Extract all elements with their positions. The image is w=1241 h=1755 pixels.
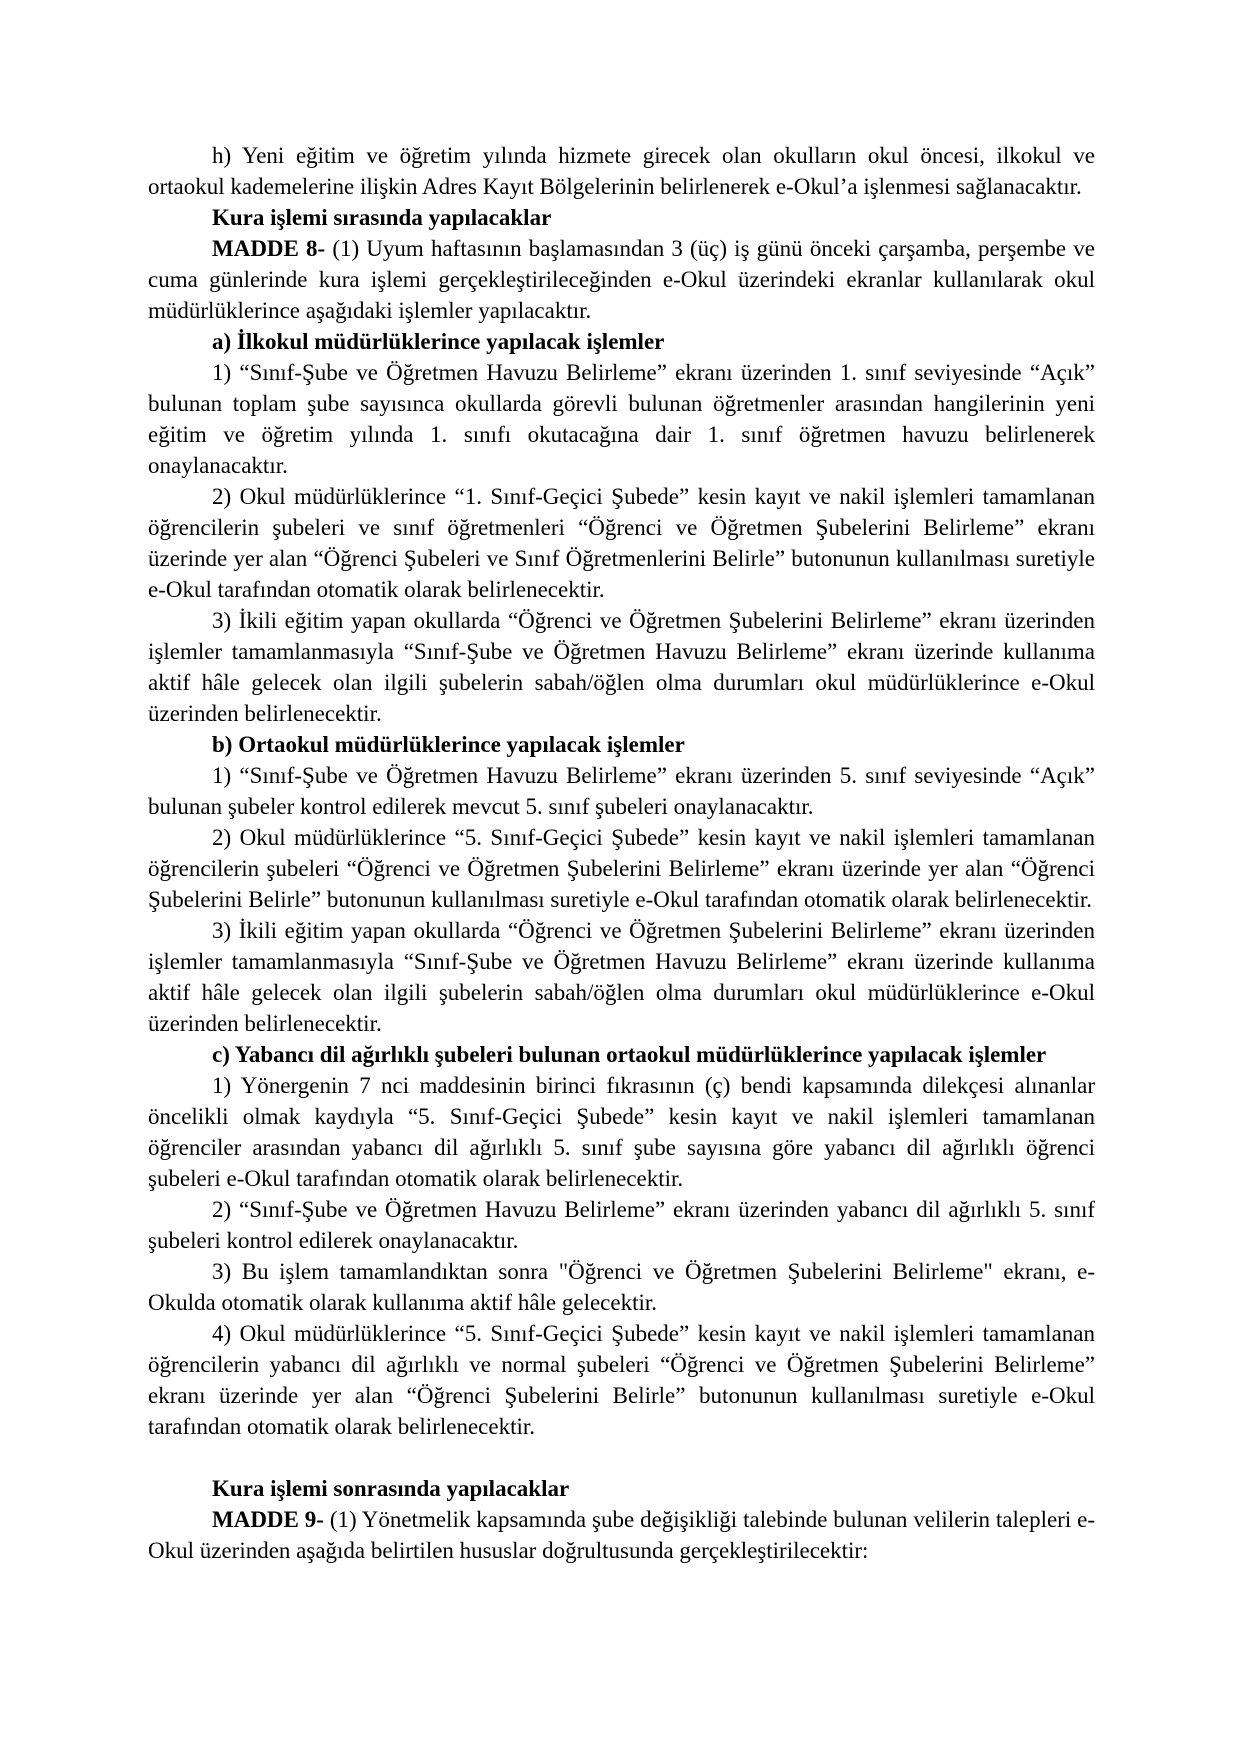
- heading-c-yabanci-dil: c) Yabancı dil ağırlıklı şubeleri bulunan ortaokul müdürlüklerince yapılacak işlemler: [212, 1042, 1047, 1067]
- paragraph-c-item-3: 3) Bu işlem tamamlandıktan sonra "Öğrenci ve Öğretmen Şubelerini Belirleme" ekranı, e-Okulda otomatik olarak kullanıma aktif hâle gelecektir.: [148, 1259, 1095, 1315]
- paragraph-a-item-2: 2) Okul müdürlüklerince “1. Sınıf-Geçici Şubede” kesin kayıt ve nakil işlemleri tamamlanan öğrencilerin şubeleri ve sınıf öğretmenleri “Öğrenci ve Öğretmen Şubelerini Belirleme” ekranı üzerinde yer alan “Öğrenci Şubeleri ve Sınıf Öğretmenlerini Belirle” butonunun kullanılması suretiyle e-Okul tarafından otomatik olarak belirlenecektir.: [148, 484, 1095, 602]
- paragraph-b-item-2: 2) Okul müdürlüklerince “5. Sınıf-Geçici Şubede” kesin kayıt ve nakil işlemleri tamamlanan öğrencilerin şubeleri “Öğrenci ve Öğretmen Şubelerini Belirleme” ekranı üzerinde yer alan “Öğrenci Şubelerini Belirle” butonunun kullanılması suretiyle e-Okul tarafından otomatik olarak belirlenecektir.: [148, 825, 1095, 912]
- paragraph-item-h: h) Yeni eğitim ve öğretim yılında hizmete girecek olan okulların okul öncesi, ilkokul ve ortaokul kademelerine ilişkin Adres Kayıt Bölgelerinin belirlenerek e-Okul’a işlenmesi sağlanacaktır.: [148, 143, 1095, 199]
- paragraph-c-item-1: 1) Yönergenin 7 nci maddesinin birinci fıkrasının (ç) bendi kapsamında dilekçesi alınanlar öncelikli olmak kaydıyla “5. Sınıf-Geçici Şubede” kesin kayıt ve nakil işlemleri tamamlanan öğrenciler arasından yabancı dil ağırlıklı 5. sınıf şube sayısına göre yabancı dil ağırlıklı öğrenci şubeleri e-Okul tarafından otomatik olarak belirlenecektir.: [148, 1073, 1095, 1191]
- paragraph-b-item-1: 1) “Sınıf-Şube ve Öğretmen Havuzu Belirleme” ekranı üzerinden 5. sınıf seviyesinde “Açık” bulunan şubeler kontrol edilerek mevcut 5. sınıf şubeleri onaylanacaktır.: [148, 763, 1095, 819]
- heading-kura-islemi-sonrasinda: Kura işlemi sonrasında yapılacaklar: [212, 1476, 570, 1501]
- heading-kura-islemi-sirasinda: Kura işlemi sırasında yapılacaklar: [212, 205, 552, 230]
- paragraph-a-item-3: 3) İkili eğitim yapan okullarda “Öğrenci ve Öğretmen Şubelerini Belirleme” ekranı üzerinden işlemler tamamlanmasıyla “Sınıf-Şube ve Öğretmen Havuzu Belirleme” ekranı üzerinde kullanıma aktif hâle gelecek olan ilgili şubelerin sabah/öğlen olma durumları okul müdürlüklerince e-Okul üzerinden belirlenecektir.: [148, 608, 1095, 726]
- heading-a-ilkokul: a) İlkokul müdürlüklerince yapılacak işlemler: [212, 329, 665, 354]
- paragraph-b-item-3: 3) İkili eğitim yapan okullarda “Öğrenci ve Öğretmen Şubelerini Belirleme” ekranı üzerinden işlemler tamamlanmasıyla “Sınıf-Şube ve Öğretmen Havuzu Belirleme” ekranı üzerinde kullanıma aktif hâle gelecek olan ilgili şubelerin sabah/öğlen olma durumları okul müdürlüklerince e-Okul üzerinden belirlenecektir.: [148, 918, 1095, 1036]
- blank-line-spacer: [148, 1442, 1095, 1473]
- paragraph-c-item-2: 2) “Sınıf-Şube ve Öğretmen Havuzu Belirleme” ekranı üzerinden yabancı dil ağırlıklı 5. sınıf şubeleri kontrol edilerek onaylanacaktır.: [148, 1197, 1095, 1253]
- madde-8-text: (1) Uyum haftasının başlamasından 3 (üç) iş günü önceki çarşamba, perşembe ve cuma günlerinde kura işlemi gerçekleştirileceğinden e-Okul üzerindeki ekranlar kullanılarak okul müdürlüklerince aşağıdaki işlemler yapılacaktır.: [148, 236, 1095, 323]
- paragraph-c-item-4: 4) Okul müdürlüklerince “5. Sınıf-Geçici Şubede” kesin kayıt ve nakil işlemleri tamamlanan öğrencilerin yabancı dil ağırlıklı ve normal şubeleri “Öğrenci ve Öğretmen Şubelerini Belirleme” ekranı üzerinde yer alan “Öğrenci Şubelerini Belirle” butonunun kullanılması suretiyle e-Okul tarafından otomatik olarak belirlenecektir.: [148, 1321, 1095, 1439]
- paragraph-madde-8: [148, 233, 1095, 326]
- document-body: [148, 140, 1095, 1566]
- paragraph-a-item-1: 1) “Sınıf-Şube ve Öğretmen Havuzu Belirleme” ekranı üzerinden 1. sınıf seviyesinde “Açık” bulunan toplam şube sayısınca okullarda görevli bulunan öğretmenler arasından hangilerinin yeni eğitim ve öğretim yılında 1. sınıfı okutacağına dair 1. sınıf öğretmen havuzu belirlenerek onaylanacaktır.: [148, 360, 1095, 478]
- paragraph-madde-9: [148, 1504, 1095, 1566]
- madde-8-label: MADDE 8-: [212, 236, 326, 261]
- madde-9-text: (1) Yönetmelik kapsamında şube değişikliği talebinde bulunan velilerin talepleri e-Okul üzerinden aşağıda belirtilen hususlar doğrultusunda gerçekleştirilecektir:: [148, 1507, 1095, 1563]
- heading-b-ortaokul: b) Ortaokul müdürlüklerince yapılacak işlemler: [212, 732, 685, 757]
- madde-9-label: MADDE 9-: [212, 1507, 324, 1532]
